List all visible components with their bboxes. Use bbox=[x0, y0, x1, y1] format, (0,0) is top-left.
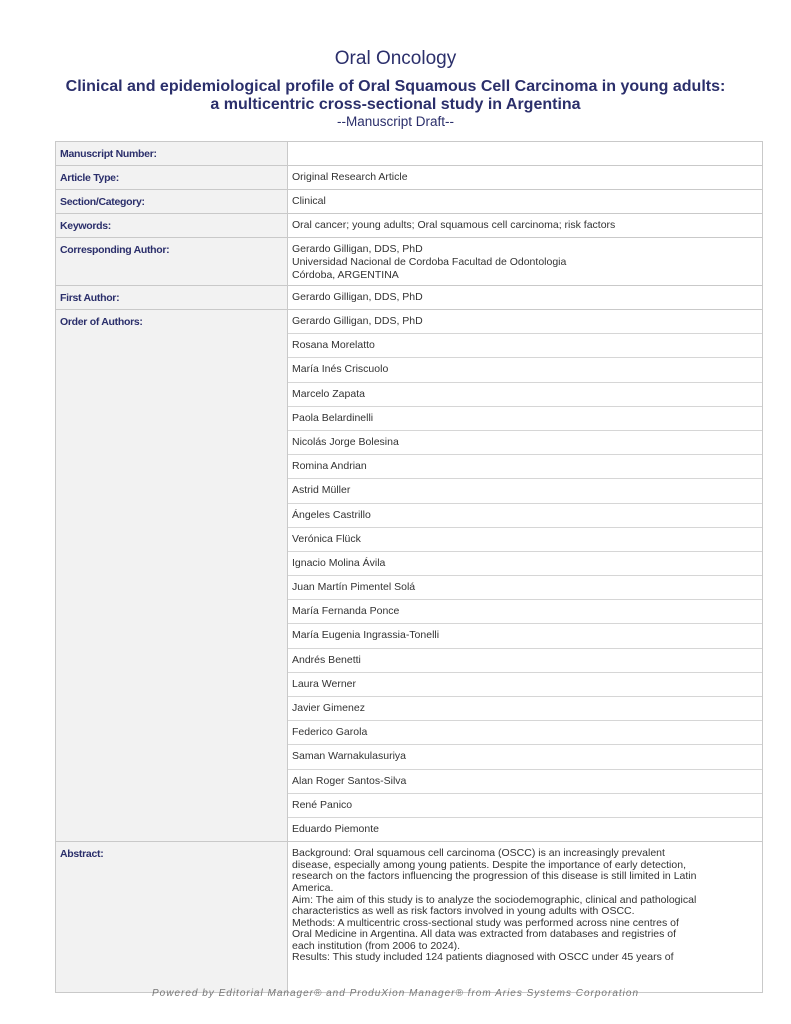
author-item: María Eugenia Ingrassia-Tonelli bbox=[288, 624, 762, 648]
author-item: Astrid Müller bbox=[288, 479, 762, 503]
abstract-line: Aim: The aim of this study is to analyze the sociodemographic, clinical and pathological bbox=[292, 893, 697, 906]
abstract-line: America. bbox=[292, 881, 334, 894]
author-item: Eduardo Piemonte bbox=[292, 822, 379, 835]
author-item: Andrés Benetti bbox=[288, 649, 762, 673]
abstract-text bbox=[292, 842, 758, 992]
journal-name: Oral Oncology bbox=[334, 48, 457, 69]
author-item: Verónica Flück bbox=[288, 528, 762, 552]
label-section: Section/Category: bbox=[56, 190, 288, 214]
label-first-author: First Author: bbox=[56, 286, 288, 310]
author-item: María Fernanda Ponce bbox=[288, 600, 762, 624]
label-manuscript-number: Manuscript Number: bbox=[56, 142, 288, 166]
value-article-type: Original Research Article bbox=[292, 171, 408, 183]
row-article-type bbox=[56, 166, 763, 190]
label-order-of-authors: Order of Authors: bbox=[56, 310, 288, 842]
manuscript-title bbox=[0, 78, 791, 114]
author-item: Rosana Morelatto bbox=[288, 334, 762, 358]
row-order-of-authors bbox=[56, 310, 763, 842]
author-item: Ignacio Molina Ávila bbox=[288, 552, 762, 576]
author-item: Alan Roger Santos-Silva bbox=[288, 770, 762, 794]
row-keywords bbox=[56, 214, 763, 238]
author-item: Romina Andrian bbox=[288, 455, 762, 479]
author-item: Ángeles Castrillo bbox=[288, 504, 762, 528]
abstract-line: research on the factors influencing the progression of this disease is still limited in Latin bbox=[292, 870, 697, 883]
draft-label: --Manuscript Draft-- bbox=[336, 114, 454, 129]
author-list bbox=[292, 310, 758, 841]
author-item: Juan Martín Pimentel Solá bbox=[288, 576, 762, 600]
value-first-author: Gerardo Gilligan, DDS, PhD bbox=[292, 291, 423, 303]
label-keywords: Keywords: bbox=[56, 214, 288, 238]
row-section bbox=[56, 190, 763, 214]
author-item: Paola Belardinelli bbox=[288, 407, 762, 431]
row-abstract bbox=[56, 842, 763, 993]
abstract-line: Oral Medicine in Argentina. All data was extracted from databases and registries of bbox=[292, 928, 677, 941]
abstract-line: Background: Oral squamous cell carcinoma (OSCC) is an increasingly prevalent bbox=[292, 847, 665, 860]
abstract-line: each institution (from 2006 to 2024). bbox=[292, 939, 461, 952]
value-corresponding-author bbox=[292, 238, 758, 285]
label-abstract: Abstract: bbox=[56, 842, 288, 993]
label-article-type: Article Type: bbox=[56, 166, 288, 190]
title-line-2: a multicentric cross-sectional study in Argentina bbox=[210, 96, 581, 113]
corresponding-location: Córdoba, ARGENTINA bbox=[292, 269, 399, 281]
label-corresponding-author: Corresponding Author: bbox=[56, 238, 288, 286]
manuscript-metadata-table bbox=[55, 141, 763, 993]
row-corresponding-author bbox=[56, 238, 763, 286]
abstract-line: characteristics as well as risk factors involved in young adults with OSCC. bbox=[292, 905, 635, 918]
corresponding-institution: Universidad Nacional de Cordoba Facultad de Odontologia bbox=[292, 256, 567, 268]
author-item: Saman Warnakulasuriya bbox=[288, 745, 762, 769]
author-item: Marcelo Zapata bbox=[288, 383, 762, 407]
author-item: Federico Garola bbox=[288, 721, 762, 745]
author-item: Nicolás Jorge Bolesina bbox=[288, 431, 762, 455]
author-item: Laura Werner bbox=[288, 673, 762, 697]
abstract-line: disease, especially among young patients. Despite the importance of early detection, bbox=[292, 858, 686, 871]
author-item: María Inés Criscuolo bbox=[288, 358, 762, 382]
value-keywords: Oral cancer; young adults; Oral squamous cell carcinoma; risk factors bbox=[292, 219, 616, 231]
author-item: René Panico bbox=[288, 794, 762, 818]
abstract-line: Results: This study included 124 patients diagnosed with OSCC under 45 years of bbox=[292, 951, 674, 964]
corresponding-name: Gerardo Gilligan, DDS, PhD bbox=[292, 243, 423, 255]
row-manuscript-number bbox=[56, 142, 763, 166]
footer-powered-by: Powered by Editorial Manager® and ProduXion Manager® from Aries Systems Corporation bbox=[152, 988, 639, 999]
row-first-author bbox=[56, 286, 763, 310]
value-manuscript-number bbox=[292, 142, 758, 165]
abstract-line: Methods: A multicentric cross-sectional study was performed across nine centres of bbox=[292, 916, 679, 929]
title-line-1: Clinical and epidemiological profile of Oral Squamous Cell Carcinoma in young adults: bbox=[65, 78, 726, 95]
author-item: Gerardo Gilligan, DDS, PhD bbox=[288, 310, 762, 334]
value-section: Clinical bbox=[292, 195, 326, 207]
author-item: Javier Gimenez bbox=[288, 697, 762, 721]
